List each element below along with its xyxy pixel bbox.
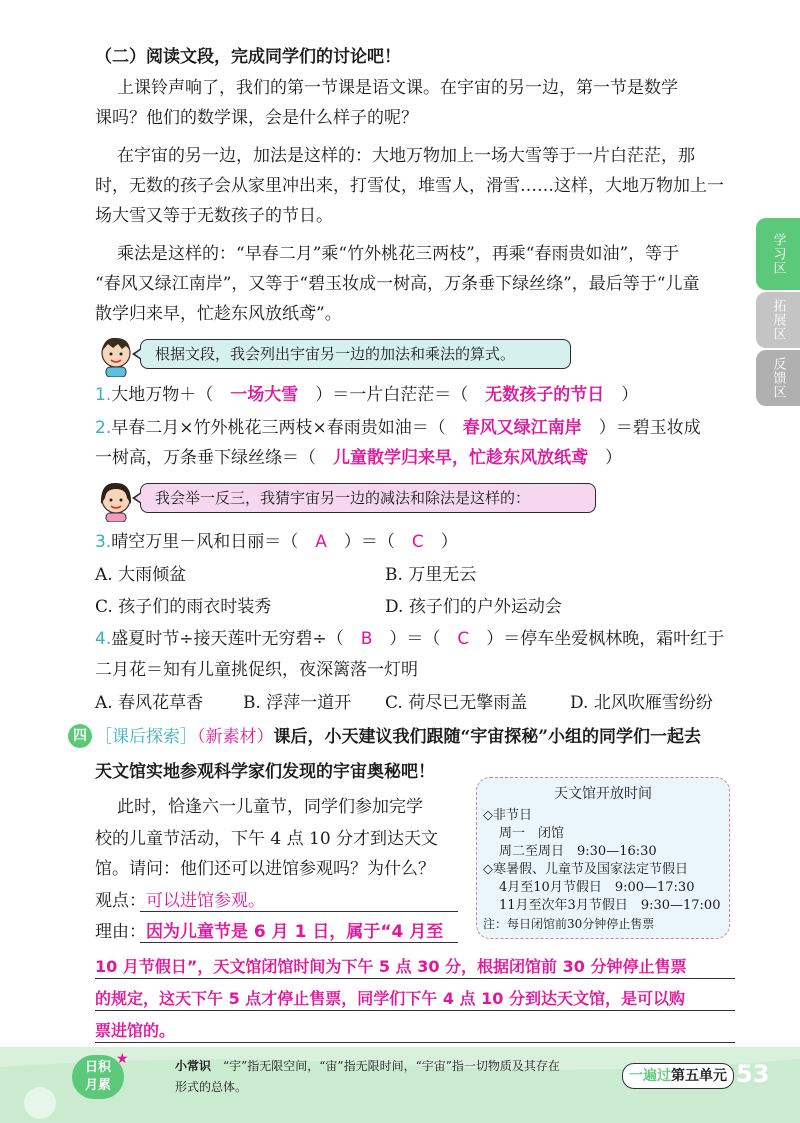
body-line: 校的儿童节活动，下午 4 点 10 分才到达天文 [95, 829, 439, 849]
option: D. 北风吹雁雪纷纷 [570, 693, 713, 713]
page-footer [0, 1047, 800, 1123]
reason-answer: 因为儿童节是 6 月 1 日，属于“4 月至 [146, 922, 444, 942]
speech-bubble: 根据文段，我会列出宇宙另一边的加法和乘法的算式。 [140, 339, 571, 369]
question-4: 4.盛夏时节÷接天莲叶无穷碧÷（ B ）＝（ C ）＝停车坐爱枫林晚，霜叶红于 [95, 629, 725, 649]
tab-label: 拓展区 [770, 299, 786, 341]
tab-label: 学习区 [770, 233, 786, 275]
tip-label: 小常识 [175, 1059, 212, 1073]
option: A. 大雨倾盆 [95, 565, 187, 585]
paragraph-line: 场大雪又等于无数孩子的节日。 [95, 206, 333, 226]
option: A. 春风花草香 [95, 693, 204, 713]
paragraph-line: 时，无数的孩子会从家里冲出来，打雪仗，堆雪人，滑雪……这样，大地万物加上一 [95, 176, 724, 196]
question-1: 1.大地万物＋（ 一场大雪 ）＝一片白茫茫＝（ 无数孩子的节日 ） [95, 385, 639, 405]
question-2-line2: 一树高，万条垂下绿丝绦＝（ 儿童散学归来早，忙趁东风放纸鸢 ） [95, 448, 622, 468]
unit-label: 一遍过第五单元 [622, 1063, 734, 1089]
paragraph-line: 课吗？他们的数学课，会是什么样子的呢？ [95, 108, 418, 128]
tab-feedback-zone[interactable] [756, 350, 800, 406]
opening-hours-box [476, 777, 730, 939]
body-line: 馆。请问：他们还可以进馆参观吗？为什么？ [95, 859, 435, 879]
reason-row: 理由：因为儿童节是 6 月 1 日，属于“4 月至 [95, 922, 444, 942]
answer-underline [95, 1010, 735, 1011]
girl-avatar-icon [96, 478, 136, 522]
answer: 春风又绿江南岸 [462, 418, 582, 438]
answer: 一场大雪 [230, 385, 299, 405]
speech-bubble: 我会举一反三，我猜宇宙另一边的减法和除法是这样的： [140, 483, 596, 513]
daily-accumulation-badge: 日积 月累 [72, 1055, 124, 1099]
answer-underline [95, 978, 735, 979]
section-heading-line2: 天文馆实地参观科学家们发现的宇宙奥秘吧！ [95, 762, 435, 782]
answer: C [411, 532, 424, 552]
question-3: 3.晴空万里－风和日丽＝（ A ）＝（ C ） [95, 532, 458, 552]
page-number: 53 [736, 1060, 770, 1088]
section-heading: ［课后探索］（新素材）课后，小天建议我们跟随“宇宙探秘”小组的同学们一起去 [95, 727, 702, 747]
reason-answer: 票进馆的。 [95, 1021, 176, 1040]
option: D. 孩子们的户外运动会 [385, 597, 562, 617]
viewpoint-answer: 可以进馆参观。 [146, 891, 265, 911]
hours-line: ◇寒暑假、儿童节及国家法定节假日 [483, 862, 688, 877]
boy-avatar-icon [96, 333, 136, 377]
answer: A [315, 532, 327, 552]
tab-study-zone[interactable] [756, 218, 800, 290]
answer: C [457, 629, 470, 649]
section-number-badge: 四 [68, 724, 92, 748]
hours-line: 周二至周日 9:30—16:30 [499, 844, 657, 859]
answer-underline [140, 911, 458, 912]
option: B. 浮萍一道开 [243, 693, 352, 713]
footer-tip-line2: 形式的总体。 [175, 1080, 248, 1094]
paragraph-line: 散学归来早，忙趁东风放纸鸢”。 [95, 304, 342, 324]
paragraph-line: “春风又绿江南岸”，又等于“碧玉妆成一树高，万条垂下绿丝绦”，最后等于“儿童 [95, 274, 700, 294]
section-tag: ［课后探索］ [95, 727, 197, 747]
answer: B [360, 629, 373, 649]
hours-line: 注：每日闭馆前30分钟停止售票 [483, 917, 655, 931]
answer: 儿童散学归来早，忙趁东风放纸鸢 [333, 448, 588, 468]
question-4-line2: 二月花＝知有儿童挑促织，夜深篱落一灯明 [95, 660, 418, 680]
paragraph-line: 在宇宙的另一边，加法是这样的：大地万物加上一场大雪等于一片白茫茫，那 [117, 146, 695, 166]
option: C. 孩子们的雨衣时装秀 [95, 597, 272, 617]
footer-tip: 小常识 “宇”指无限空间，“宙”指无限时间，“宇宙”指一切物质及其存在 [175, 1059, 560, 1073]
question-2: 2.早春二月×竹外桃花三两枝×春雨贵如油＝（ 春风又绿江南岸 ）＝碧玉妆成 [95, 418, 701, 438]
section-heading: （二）阅读文段，完成同学们的讨论吧！ [95, 47, 401, 67]
reason-answer: 10 月节假日”，天文馆闭馆时间为下午 5 点 30 分，根据闭馆前 30 分钟停止售票 [95, 957, 687, 976]
reason-answer: 的规定，这天下午 5 点才停止售票，同学们下午 4 点 10 分到达天文馆，是可以购 [95, 989, 685, 1008]
section-tag: （新素材） [197, 727, 274, 747]
hours-line: 周一 闭馆 [499, 826, 565, 841]
answer: 无数孩子的节日 [485, 385, 605, 405]
hours-line: 4月至10月节假日 9:00—17:30 [499, 880, 695, 895]
option: B. 万里无云 [385, 565, 477, 585]
answer-underline [95, 1042, 735, 1043]
viewpoint-row: 观点：可以进馆参观。 [95, 891, 265, 911]
question-number: 2. [95, 418, 112, 438]
tab-extend-zone[interactable] [756, 292, 800, 348]
star-icon: ★ [116, 1051, 129, 1067]
answer-underline [140, 942, 458, 943]
option: C. 荷尽已无擎雨盖 [385, 693, 528, 713]
hours-line: ◇非节日 [483, 808, 532, 823]
question-number: 3. [95, 532, 112, 552]
hours-title: 天文馆开放时间 [554, 786, 652, 802]
paragraph-line: 乘法是这样的：“早春二月”乘“竹外桃花三两枝”，再乘“春雨贵如油”，等于 [117, 244, 680, 264]
question-number: 1. [95, 385, 112, 405]
brand-logo: 一遍过 [629, 1068, 671, 1084]
hours-line: 11月至次年3月节假日 9:30—17:00 [499, 898, 721, 913]
question-number: 4. [95, 629, 112, 649]
paragraph-line: 上课铃声响了，我们的第一节课是语文课。在宇宙的另一边，第一节是数学 [117, 78, 678, 98]
tab-label: 反馈区 [770, 357, 786, 399]
body-line: 此时，恰逢六一儿童节，同学们参加完学 [117, 797, 423, 817]
